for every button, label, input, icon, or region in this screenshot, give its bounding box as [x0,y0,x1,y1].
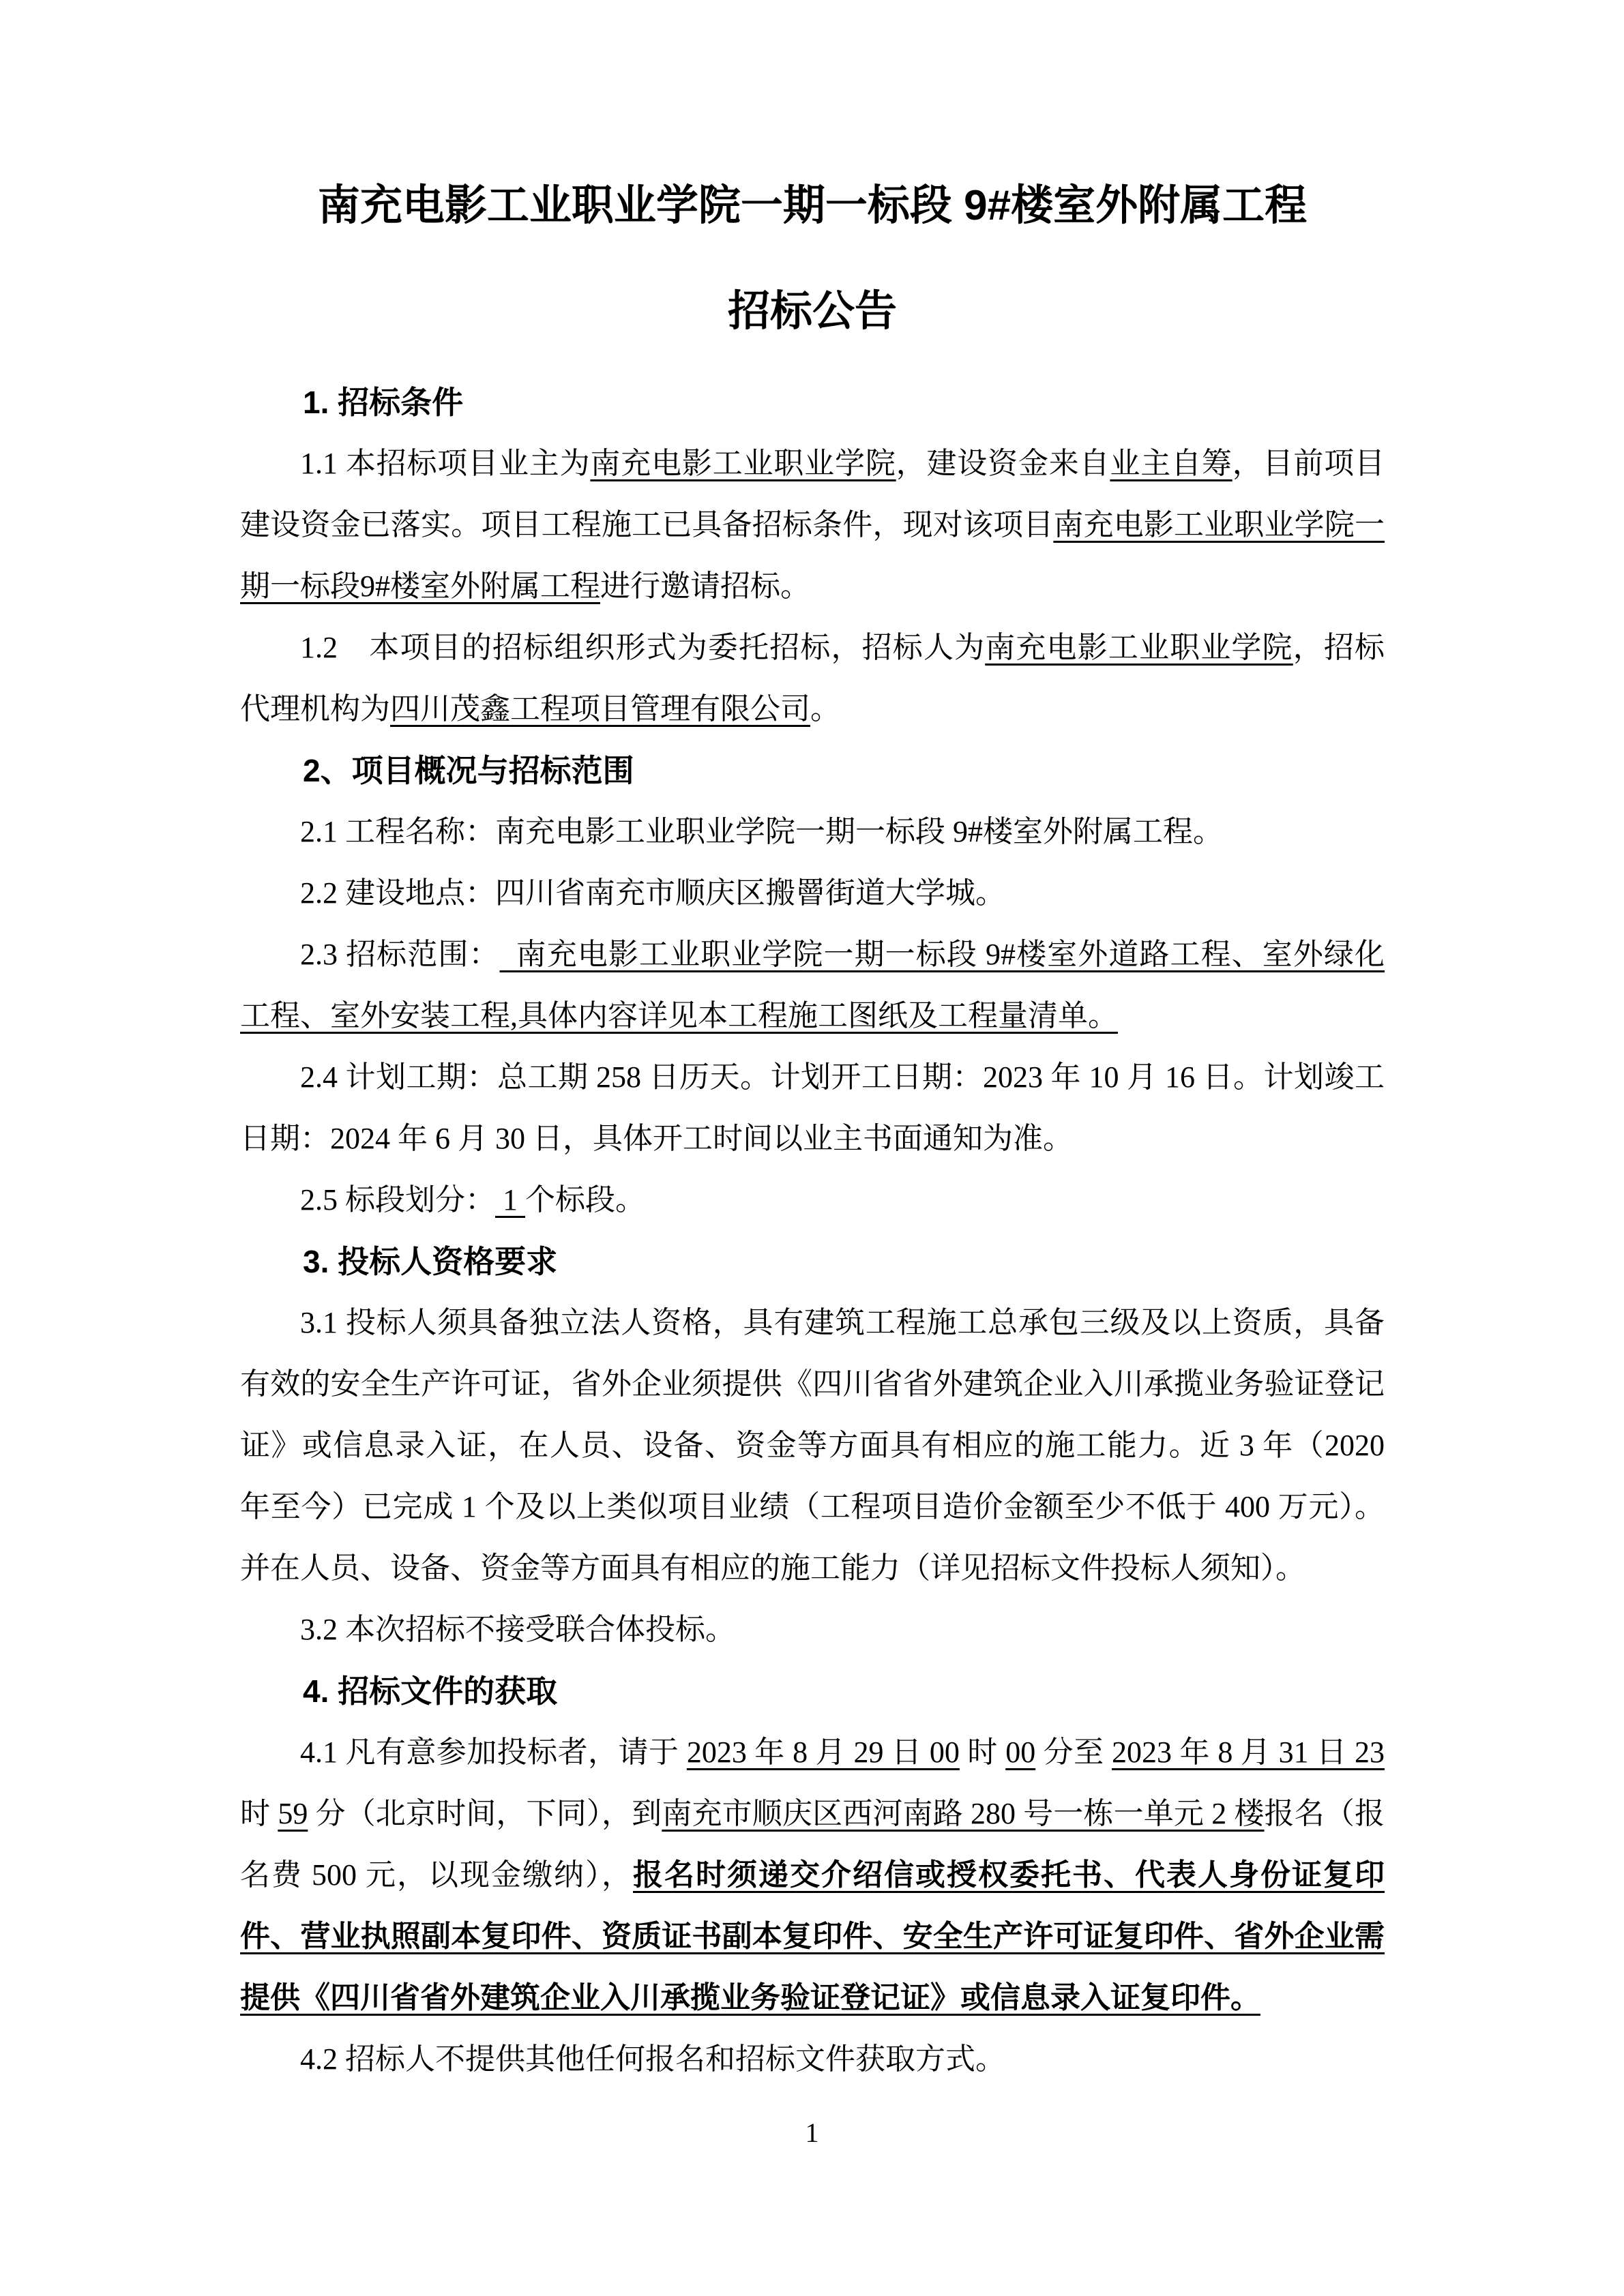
body-paragraph [240,863,1385,924]
text-run: 1.1 本招标项目业主为 [300,447,591,480]
document-title-line1: 南充电影工业职业学院一期一标段 9#楼室外附属工程 [317,182,1308,229]
text-run: 南充市顺庆区西河南路 280 号一栋一单元 2 楼 [662,1797,1265,1830]
text-run: 2、项目概况与招标范围 [303,753,634,788]
text-run: 2.2 建设地点：四川省南充市顺庆区搬罾街道大学城。 [300,876,1005,910]
document-body [240,372,1393,2090]
text-run: 分（北京时间，下同），到 [308,1797,662,1830]
text-run: 2.4 计划工期：总工期 258 日历天。计划开工日期：2023 年 10 月 16 日。计划竣工日期：2024 年 6 月 30 日，具体开工时间以业主书面通知为准。 [240,1060,1385,1155]
text-run: 1. 招标条件 [303,385,464,420]
text-run: 2023 年 8 月 29 日 00 [686,1735,960,1769]
body-paragraph [240,617,1385,740]
text-run: 3.1 投标人须具备独立法人资格，具有建筑工程施工总承包三级及以上资质，具备有效的安全生产许可证，省外企业须提供《四川省省外建筑企业入川承揽业务验证登记证》或信息录入证，在人员、设备、资金等方面具有相应的施工能力。近 3 年（2020 年至今）已完成 1 个及以上类似项目业绩（工程项目造价金额至少不低于 400 万元）。并在人员、设备、资金等方面具有相应的施工能力（详见招标文件投标人须知）。 [240,1306,1392,1585]
body-paragraph [240,924,1385,1047]
document-content [240,172,1393,2090]
text-run: 个标段。 [525,1183,645,1217]
text-run: 2.3 招标范围： [300,938,500,971]
body-paragraph [240,1292,1392,1599]
text-run: 1 [495,1183,525,1217]
body-paragraph [240,1047,1385,1169]
text-run: 四川茂鑫工程项目管理有限公司 [390,692,810,726]
text-run: 4. 招标文件的获取 [303,1673,558,1709]
text-run: 南充电影工业职业学院 [590,447,896,480]
text-run: 1.2 本项目的招标组织形式为委托招标，招标人为 [300,631,986,664]
text-run: 3. 投标人资格要求 [303,1244,558,1279]
body-paragraph [240,2029,1385,2090]
text-run: 3.2 本次招标不接受联合体投标。 [300,1613,735,1646]
text-run: 2023 年 8 月 31 日 23 [1112,1735,1385,1769]
body-paragraph [240,433,1385,617]
text-run: 进行邀请招标。 [600,569,810,603]
text-run: 。 [810,692,840,726]
text-run: ，建设资金来自 [896,447,1110,480]
text-run: ，招标代理机构为 [240,631,1385,726]
text-run: 南充电影工业职业学院一期一标段 9#楼室外道路工程、室外绿化工程、室外安装工程,具体内容详见本工程施工图纸及工程量清单。 [240,938,1385,1032]
section-heading [240,1660,1385,1722]
text-run: 2.5 标段划分： [300,1183,495,1217]
text-run: 4.1 凡有意参加投标者，请于 [300,1735,687,1769]
text-run: 报名时须递交介绍信或授权委托书、代表人身份证复印件、营业执照副本复印件、资质证书副本复印件、安全生产许可证复印件、省外企业需提供《四川省省外建筑企业入川承揽业务验证登记证》或信息录入证复印件。 [240,1858,1385,2014]
text-run: 南充电影工业职业学院一期一标段9#楼室外附属工程 [240,508,1385,603]
body-paragraph [240,1169,1385,1231]
text-run: 业主自筹 [1110,447,1232,480]
text-run: 时 [240,1735,1393,1830]
text-run: ，目前项目建设资金已落实。项目工程施工已具备招标条件，现对该项目 [240,447,1385,541]
text-run: 2.1 工程名称：南充电影工业职业学院一期一标段 9#楼室外附属工程。 [300,815,1223,848]
text-run: 报名（报名费 500 元，以现金缴纳）， [240,1797,1385,1892]
body-paragraph [240,1722,1393,2029]
section-heading [240,1231,1385,1292]
text-run: 4.2 招标人不提供其他任何报名和招标文件获取方式。 [300,2042,1005,2076]
text-run: 时 [959,1735,1006,1769]
section-heading [240,740,1385,801]
text-run: 00 [1005,1735,1036,1769]
text-run: 59 [278,1797,308,1830]
body-paragraph [240,801,1385,863]
text-run: 分至 [1035,1735,1112,1769]
body-paragraph [240,1599,1385,1660]
section-heading [240,372,1385,433]
page-number: 1 [805,2117,819,2148]
text-run: 南充电影工业职业学院 [985,631,1293,664]
document-title-line2: 招标公告 [727,288,897,335]
